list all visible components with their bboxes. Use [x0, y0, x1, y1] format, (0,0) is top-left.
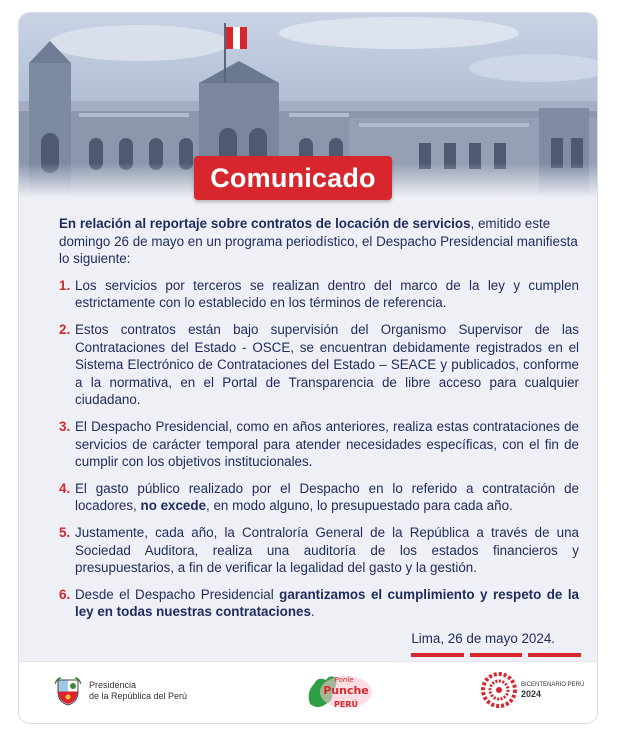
- bicentenario-block: [481, 672, 584, 708]
- svg-text:PERÚ: PERÚ: [334, 700, 358, 709]
- communique-body: [59, 215, 579, 630]
- item-text-a: Desde el Despacho Presidencial: [75, 586, 280, 602]
- stripe: [470, 653, 523, 657]
- presidency-logo: [55, 676, 187, 706]
- intro-rest: , emitido este domingo 26 de mayo en un programa periodístico, el Despacho Presidencial manifiesta lo siguiente:: [59, 216, 578, 267]
- item-text: Justamente, cada año, la Contraloría General de la República a través de una Sociedad Auditora, realiza una auditoría de los estados financieros y presupuestarios, a fin de verificar la legalidad del gasto y la gestión.: [75, 524, 579, 576]
- bicentenario-text: [521, 682, 584, 699]
- title-banner: [194, 156, 392, 200]
- bicentenario-label: BICENTENARIO PERÚ: [521, 681, 585, 688]
- item-text-b: .: [310, 604, 315, 620]
- item-number: 2.: [59, 321, 71, 337]
- ponle-punche-logo: [304, 670, 374, 714]
- list-item: [59, 480, 579, 515]
- communique-card: [18, 12, 598, 724]
- item-number: 5.: [59, 524, 71, 540]
- list-item: [59, 418, 579, 471]
- item-text-b: , en modo alguno, lo presupuestado para cada año.: [206, 498, 513, 514]
- stripe: [411, 653, 464, 657]
- signature-date: Lima, 26 de mayo 2024.: [411, 631, 555, 646]
- list-item: [59, 524, 579, 577]
- footer-logos: [19, 661, 598, 724]
- item-text: Los servicios por terceros se realizan dentro del marco de la ley y cumplen estrictamente con lo establecido en los términos de referencia.: [75, 277, 579, 311]
- intro-paragraph: [59, 215, 579, 268]
- presidency-label: [89, 680, 187, 702]
- stripe: [528, 653, 581, 657]
- decorative-stripes: [411, 653, 581, 657]
- item-number: 4.: [59, 480, 71, 496]
- svg-text:Punche: Punche: [323, 684, 369, 697]
- page-title: Comunicado: [210, 162, 376, 193]
- item-text: El Despacho Presidencial, como en años anteriores, realiza estas contrataciones de servicios de carácter temporal para atender necesidades específicas, con el fin de cumplir con los objetivos institucionales.: [75, 418, 579, 470]
- item-text-a: El gasto público realizado por el Despacho en lo referido a contratación de locadores,: [75, 480, 579, 514]
- bicentenario-year: 2024: [521, 688, 542, 699]
- bicentenario-logo: [481, 672, 517, 708]
- list-item: [59, 321, 579, 409]
- item-number: 1.: [59, 277, 71, 293]
- item-text-bold: no excede: [140, 498, 207, 514]
- item-text: [75, 480, 579, 515]
- intro-bold: En relación al reportaje sobre contratos de locación de servicios: [59, 216, 471, 231]
- item-number: 6.: [59, 586, 71, 602]
- item-text: Estos contratos están bajo supervisión del Organismo Supervisor de las Contrataciones del Estado - OSCE, se encuentran debidamente registrados en el Sistema Electrónico de Contrataciones del Estado – SEACE y publicados, conforme a la normativa, en el Portal de Transparencia de libre acceso para cualquier ciudadano.: [75, 321, 579, 408]
- presidency-label-line2: de la República del Perú: [89, 691, 188, 701]
- item-text: [75, 586, 579, 621]
- svg-text:Ponle: Ponle: [334, 676, 354, 684]
- campaign-logo: [304, 670, 374, 719]
- presidency-label-line1: Presidencia: [89, 680, 137, 690]
- item-number: 3.: [59, 418, 71, 434]
- list-item: [59, 586, 579, 621]
- list-item: [59, 277, 579, 312]
- peru-coat-of-arms-icon: [55, 676, 81, 706]
- item-text-bold: garantizamos el cumplimiento y respeto de la ley en todas nuestras contrataciones: [75, 586, 579, 620]
